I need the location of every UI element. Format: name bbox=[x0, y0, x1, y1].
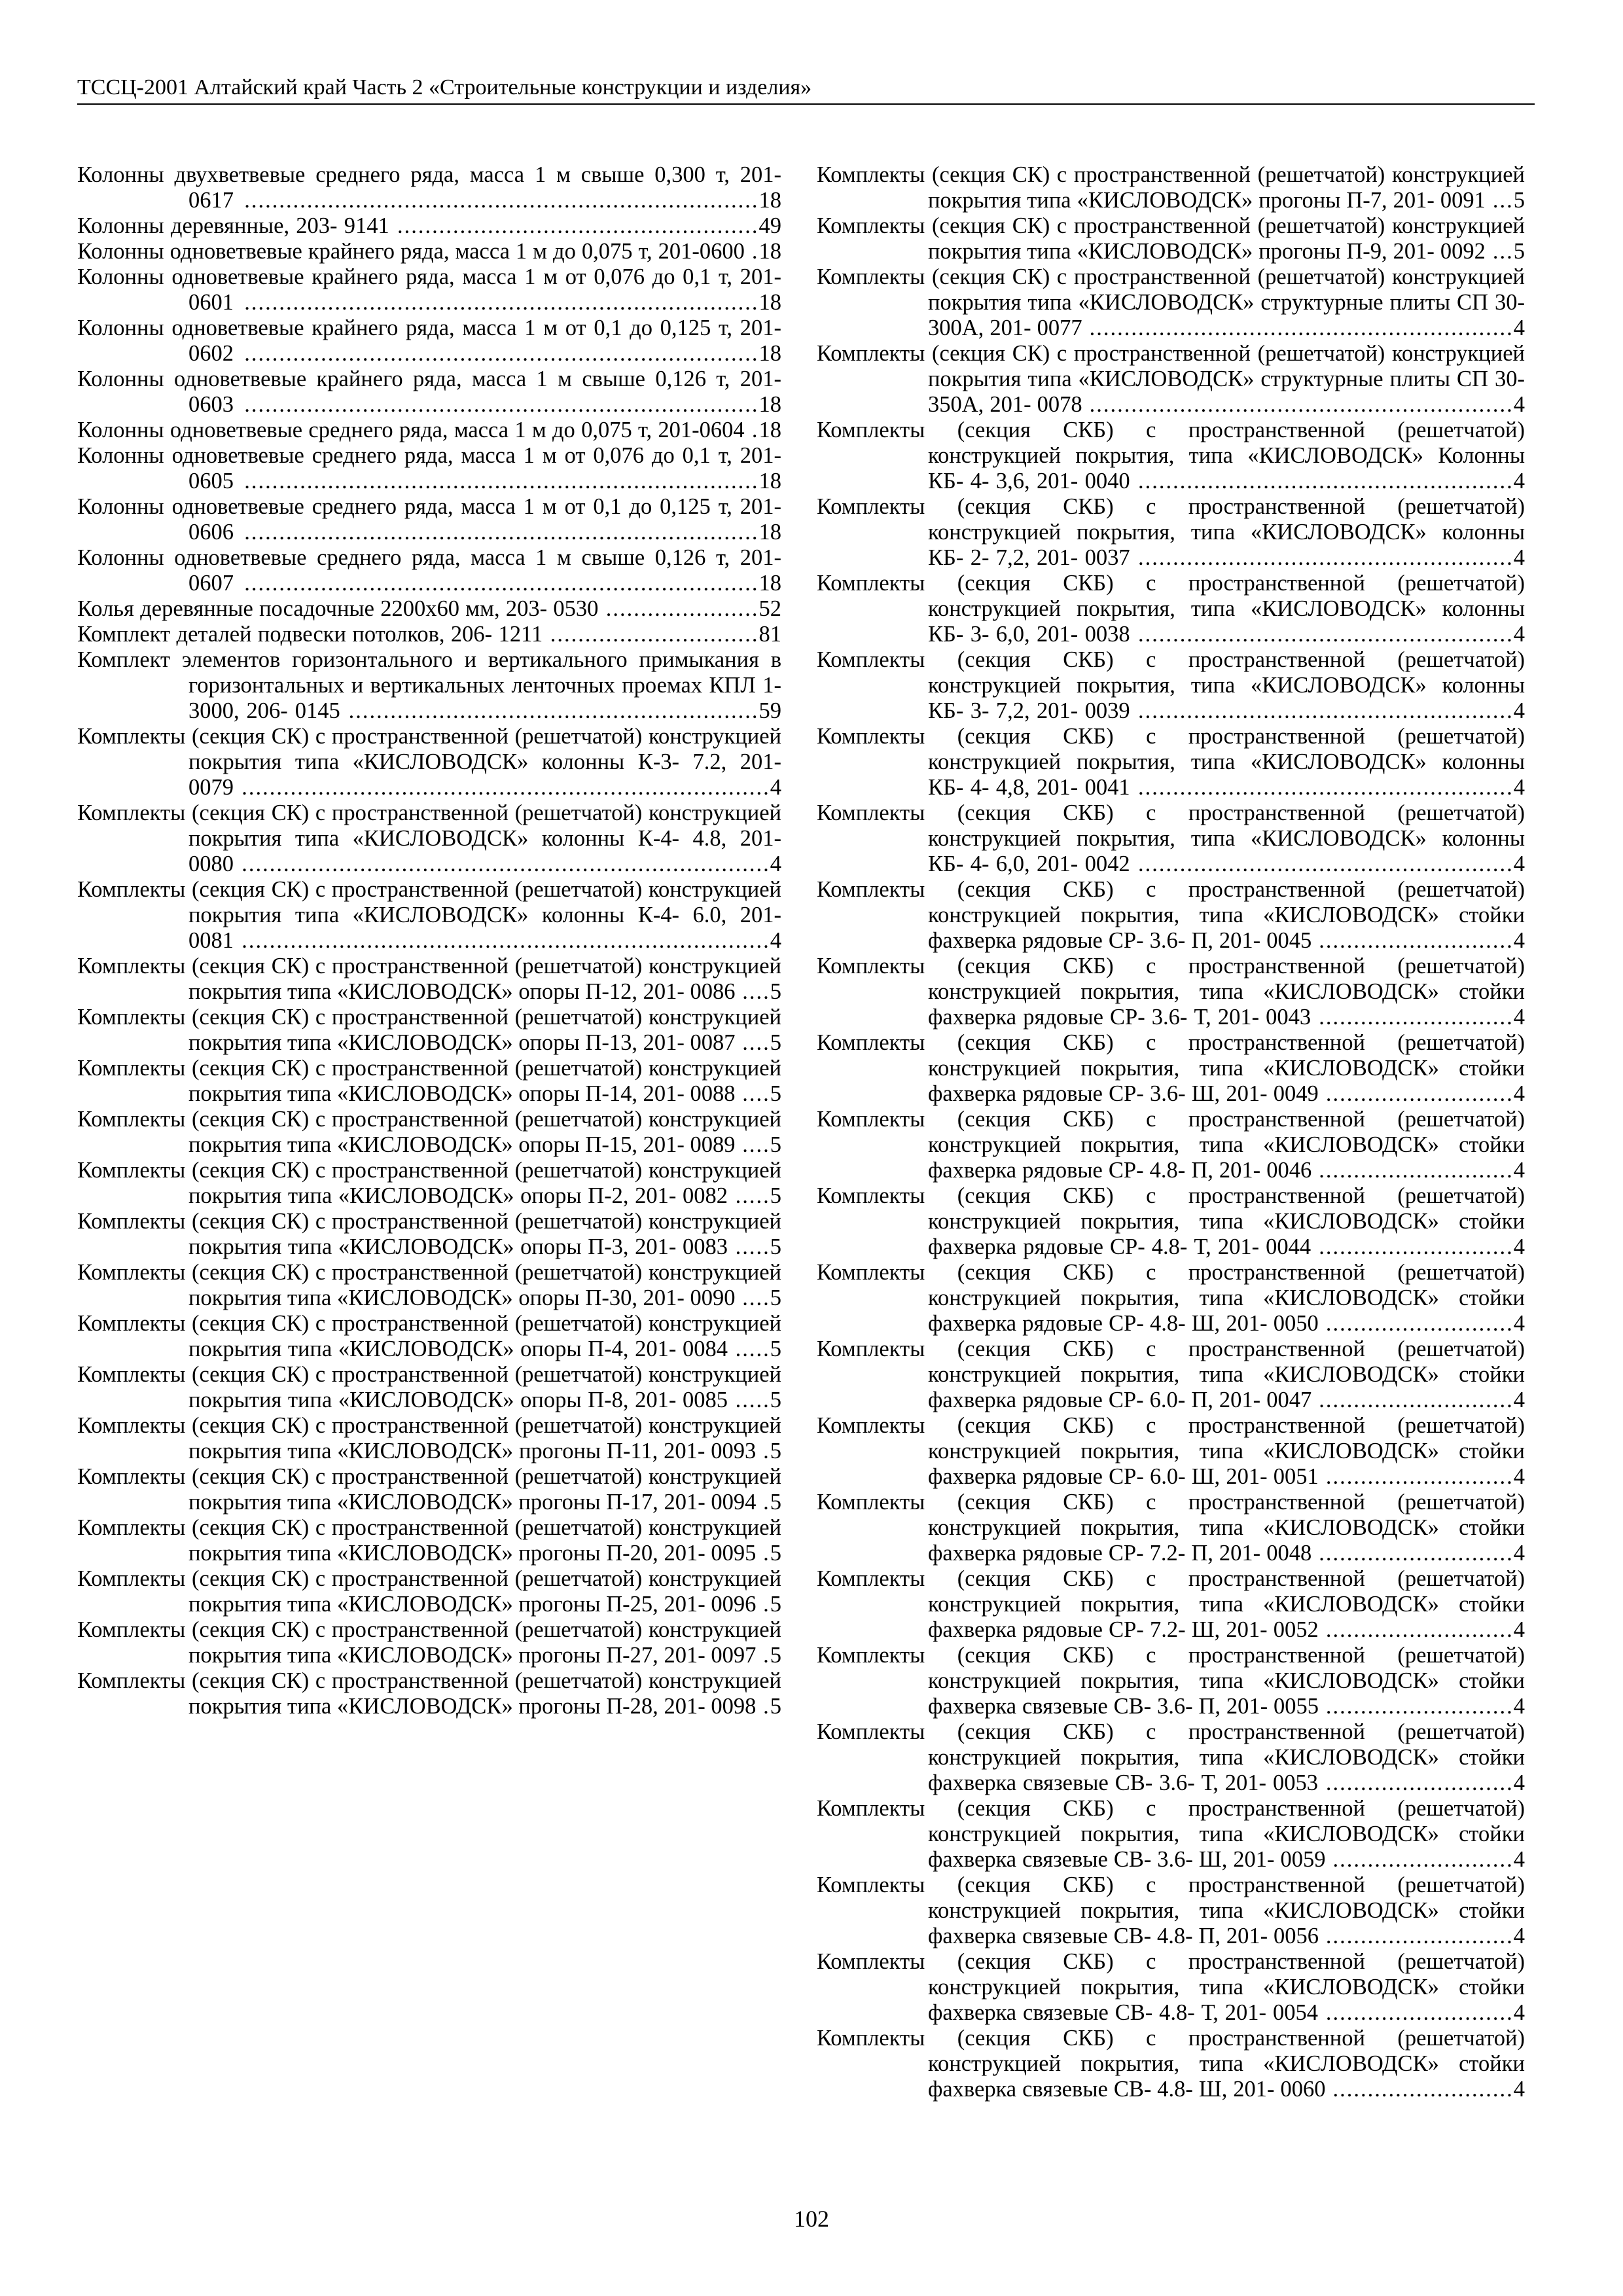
index-entry-page: 5 bbox=[1513, 239, 1525, 264]
index-entry-page: 4 bbox=[1513, 1464, 1525, 1489]
index-entry-page: 18 bbox=[758, 290, 781, 315]
index-entry-text: Комплекты (секция СКБ) с пространственной (решетчатой) конструкцией покрытия, типа «КИСЛОВОДСК» стойки фахверка рядовые СР- 3.6- П, 201- 0045 bbox=[817, 877, 1525, 953]
index-entry-page: 4 bbox=[1513, 315, 1525, 340]
index-entry-page: 4 bbox=[1513, 1770, 1525, 1795]
index-entry bbox=[817, 1260, 1525, 1336]
index-entry-text: Комплекты (секция СК) с пространственной (решетчатой) конструкцией покрытия типа «КИСЛОВОДСК» прогоны П-11, 201- 0093 bbox=[77, 1413, 781, 1463]
leader-dots: ...................................................... bbox=[1130, 469, 1514, 493]
index-entry bbox=[77, 1107, 781, 1158]
index-entry-page: 5 bbox=[770, 1234, 781, 1259]
index-entry-text: Комплекты (секция СК) с пространственной (решетчатой) конструкцией покрытия типа «КИСЛОВОДСК» опоры П-8, 201- 0085 bbox=[77, 1362, 781, 1412]
leader-dots: ..... bbox=[727, 1336, 770, 1361]
index-entry bbox=[77, 418, 781, 443]
index-entry-text: Комплекты (секция СКБ) с пространственной (решетчатой) конструкцией покрытия, типа «КИСЛОВОДСК» колонны КБ- 4- 6,0, 201- 0042 bbox=[817, 800, 1525, 876]
index-entry bbox=[77, 1158, 781, 1209]
index-entry bbox=[77, 1056, 781, 1107]
index-entry-page: 4 bbox=[1513, 1388, 1525, 1412]
index-entry-page: 5 bbox=[770, 1132, 781, 1157]
index-entry bbox=[77, 443, 781, 494]
leader-dots: ............................................................................ bbox=[234, 928, 770, 953]
index-entry bbox=[817, 1796, 1525, 1873]
index-entry bbox=[817, 954, 1525, 1030]
leader-dots: ...................... bbox=[598, 596, 759, 621]
leader-dots: ...................................................... bbox=[1130, 545, 1514, 570]
index-entry-text: Комплекты (секция СКБ) с пространственной (решетчатой) конструкцией покрытия, типа «КИСЛОВОДСК» стойки фахверка связевые СВ- 3.6- Ш, 201- 0059 bbox=[817, 1796, 1525, 1872]
index-entry bbox=[817, 2026, 1525, 2102]
index-entry bbox=[77, 1005, 781, 1056]
index-entry-page: 5 bbox=[770, 1183, 781, 1208]
index-entry-page: 4 bbox=[770, 852, 781, 876]
index-entry-page: 4 bbox=[1513, 1617, 1525, 1642]
index-entry bbox=[817, 341, 1525, 418]
index-entry-text: Колонны одноветвевые среднего ряда, масса 1 м до 0,075 т, 201-0604 bbox=[77, 418, 745, 442]
index-entry-text: Комплекты (секция СКБ) с пространственной (решетчатой) конструкцией покрытия, типа «КИСЛОВОДСК» стойки фахверка рядовые СР- 7.2- Ш, 201- 0052 bbox=[817, 1566, 1525, 1642]
index-entry bbox=[817, 1030, 1525, 1107]
leader-dots: .... bbox=[735, 979, 770, 1004]
index-entry-text: Комплекты (секция СК) с пространственной (решетчатой) конструкцией покрытия типа «КИСЛОВОДСК» колонны К-3- 7.2, 201- 0079 bbox=[77, 724, 781, 800]
index-entry bbox=[817, 571, 1525, 647]
index-entry-page: 4 bbox=[1513, 1234, 1525, 1259]
index-entry-page: 5 bbox=[770, 1439, 781, 1463]
leader-dots: . bbox=[756, 1490, 770, 1515]
index-entry bbox=[77, 213, 781, 239]
index-entry bbox=[817, 418, 1525, 494]
index-entry-page: 4 bbox=[1513, 1005, 1525, 1030]
index-entry-text: Комплекты (секция СКБ) с пространственной (решетчатой) конструкцией покрытия, типа «КИСЛОВОДСК» колонны КБ- 2- 7,2, 201- 0037 bbox=[817, 494, 1525, 570]
index-entry-page: 5 bbox=[770, 979, 781, 1004]
index-entry bbox=[77, 494, 781, 545]
index-entry-text: Комплекты (секция СКБ) с пространственной (решетчатой) конструкцией покрытия, типа «КИСЛОВОДСК» стойки фахверка связевые СВ- 4.8- Ш, 201- 0060 bbox=[817, 2026, 1525, 2102]
index-entry bbox=[817, 1719, 1525, 1796]
index-entry-text: Комплекты (секция СКБ) с пространственной (решетчатой) конструкцией покрытия, типа «КИСЛОВОДСК» стойки фахверка рядовые СР- 6.0- Ш, 201- 0051 bbox=[817, 1413, 1525, 1489]
index-entry-page: 18 bbox=[758, 239, 782, 264]
index-entry-page: 5 bbox=[770, 1030, 781, 1055]
index-entry-page: 52 bbox=[758, 596, 781, 621]
index-entry-text: Колья деревянные посадочные 2200х60 мм, 203- 0530 bbox=[77, 596, 599, 621]
leader-dots: . bbox=[756, 1439, 770, 1463]
index-entry-text: Комплекты (секция СКБ) с пространственной (решетчатой) конструкцией покрытия, типа «КИСЛОВОДСК» стойки фахверка рядовые СР- 4.8- П, 201- 0046 bbox=[817, 1107, 1525, 1183]
index-entry bbox=[817, 800, 1525, 877]
leader-dots: .... bbox=[735, 1030, 770, 1055]
index-entry-page: 18 bbox=[758, 469, 781, 493]
index-entry-text: Комплекты (секция СК) с пространственной (решетчатой) конструкцией покрытия типа «КИСЛОВОДСК» структурные плиты СП 30- 350А, 201- 0078 bbox=[817, 341, 1525, 417]
index-entry-page: 5 bbox=[770, 1694, 781, 1719]
index-entry bbox=[77, 800, 781, 877]
index-entry-page: 4 bbox=[1513, 1081, 1525, 1106]
leader-dots: .... bbox=[735, 1132, 770, 1157]
index-entry bbox=[77, 596, 781, 622]
index-entry-text: Комплект деталей подвески потолков, 206- 1211 bbox=[77, 622, 543, 647]
index-entry-text: Комплекты (секция СК) с пространственной (решетчатой) конструкцией покрытия типа «КИСЛОВОДСК» прогоны П-20, 201- 0095 bbox=[77, 1515, 781, 1566]
index-entry-page: 18 bbox=[758, 392, 781, 417]
index-entry bbox=[77, 545, 781, 596]
index-entry-text: Комплекты (секция СК) с пространственной (решетчатой) конструкцией покрытия типа «КИСЛОВОДСК» прогоны П-27, 201- 0097 bbox=[77, 1617, 781, 1668]
index-entry-page: 5 bbox=[770, 1490, 781, 1515]
index-entry-text: Колонны одноветвевые крайнего ряда, масса 1 м до 0,075 т, 201-0600 bbox=[77, 239, 745, 264]
index-entry bbox=[817, 1873, 1525, 1949]
leader-dots: ... bbox=[1485, 188, 1514, 213]
leader-dots: .... bbox=[735, 1285, 770, 1310]
index-entry-page: 5 bbox=[770, 1336, 781, 1361]
index-entry-text: Комплекты (секция СК) с пространственной (решетчатой) конструкцией покрытия типа «КИСЛОВОДСК» прогоны П-25, 201- 0096 bbox=[77, 1566, 781, 1617]
index-entry-text: Комплекты (секция СК) с пространственной (решетчатой) конструкцией покрытия типа «КИСЛОВОДСК» опоры П-4, 201- 0084 bbox=[77, 1311, 781, 1361]
index-entry-text: Комплекты (секция СК) с пространственной (решетчатой) конструкцией покрытия типа «КИСЛОВОДСК» прогоны П-28, 201- 0098 bbox=[77, 1668, 781, 1719]
index-entry bbox=[77, 239, 781, 264]
index-entry-page: 5 bbox=[770, 1081, 781, 1106]
index-entry bbox=[817, 264, 1525, 341]
leader-dots: ........................... bbox=[1317, 1770, 1514, 1795]
leader-dots: ...................................................... bbox=[1130, 852, 1514, 876]
index-entry-text: Комплекты (секция СКБ) с пространственной (решетчатой) конструкцией покрытия, типа «КИСЛОВОДСК» Колонны КБ- 4- 3,6, 201- 0040 bbox=[817, 418, 1525, 493]
leader-dots: ............................ bbox=[1311, 1541, 1514, 1566]
index-entry-page: 4 bbox=[1513, 545, 1525, 570]
index-entry-text: Колонны одноветвевые крайнего ряда, масса 1 м от 0,1 до 0,125 т, 201- 0602 bbox=[77, 315, 781, 366]
index-entry-text: Комплекты (секция СКБ) с пространственной (решетчатой) конструкцией покрытия, типа «КИСЛОВОДСК» стойки фахверка связевые СВ- 4.8- П, 201- 0056 bbox=[817, 1873, 1525, 1948]
index-entry bbox=[817, 162, 1525, 213]
index-entry bbox=[77, 954, 781, 1005]
index-entry-text: Комплекты (секция СК) с пространственной (решетчатой) конструкцией покрытия типа «КИСЛОВОДСК» опоры П-14, 201- 0088 bbox=[77, 1056, 781, 1106]
index-entry bbox=[817, 1107, 1525, 1183]
leader-dots: ... bbox=[1485, 239, 1514, 264]
leader-dots: ........................................................... bbox=[340, 698, 759, 723]
index-entry-text: Комплект элементов горизонтального и вертикального примыкания в горизонтальных и вертикальных ленточных проемах КПЛ 1- 3000, 206- 0145 bbox=[77, 647, 781, 723]
index-entry-page: 4 bbox=[1513, 1847, 1525, 1872]
leader-dots: ............................ bbox=[1311, 1158, 1514, 1183]
index-entry-text: Комплекты (секция СКБ) с пространственной (решетчатой) конструкцией покрытия, типа «КИСЛОВОДСК» стойки фахверка связевые СВ- 4.8- Т, 201- 0054 bbox=[817, 1949, 1525, 2025]
index-entry-page: 4 bbox=[1513, 1924, 1525, 1948]
index-entry-text: Колонны двухветвевые среднего ряда, масса 1 м свыше 0,300 т, 201- 0617 bbox=[77, 162, 781, 213]
index-entry bbox=[77, 877, 781, 954]
leader-dots: .......................... bbox=[1325, 2077, 1514, 2102]
leader-dots: .................................................... bbox=[389, 213, 759, 238]
index-entry-page: 5 bbox=[1513, 188, 1525, 213]
index-entry bbox=[77, 622, 781, 647]
index-entry-page: 4 bbox=[1513, 1158, 1525, 1183]
index-entry bbox=[817, 647, 1525, 724]
leader-dots: ..... bbox=[727, 1388, 770, 1412]
leader-dots: ............................................................. bbox=[1082, 392, 1514, 417]
index-entry-text: Колонны одноветвевые среднего ряда, масса 1 м от 0,076 до 0,1 т, 201- 0605 bbox=[77, 443, 781, 493]
index-entry bbox=[77, 367, 781, 418]
index-entry bbox=[77, 1566, 781, 1617]
leader-dots: . bbox=[756, 1694, 770, 1719]
leader-dots: ........................... bbox=[1317, 2000, 1514, 2025]
index-entry-page: 4 bbox=[1513, 775, 1525, 800]
index-entry bbox=[77, 1515, 781, 1566]
index-entry bbox=[77, 1413, 781, 1464]
leader-dots: .......................................................................... bbox=[234, 520, 759, 545]
leader-dots: ........................... bbox=[1318, 1081, 1514, 1106]
index-entry-page: 49 bbox=[758, 213, 781, 238]
leader-dots: . bbox=[744, 239, 759, 264]
index-entry-text: Комплекты (секция СКБ) с пространственной (решетчатой) конструкцией покрытия, типа «КИСЛОВОДСК» колонны КБ- 3- 6,0, 201- 0038 bbox=[817, 571, 1525, 647]
index-entry-page: 4 bbox=[1513, 2077, 1525, 2102]
index-entry bbox=[77, 1209, 781, 1260]
index-entry-page: 4 bbox=[770, 775, 781, 800]
leader-dots: ..... bbox=[727, 1183, 770, 1208]
leader-dots: ........................... bbox=[1318, 1311, 1514, 1336]
index-entry-text: Комплекты (секция СКБ) с пространственной (решетчатой) конструкцией покрытия, типа «КИСЛОВОДСК» стойки фахверка рядовые СР- 4.8- Т, 201- 0044 bbox=[817, 1183, 1525, 1259]
index-entry-text: Комплекты (секция СК) с пространственной (решетчатой) конструкцией покрытия типа «КИСЛОВОДСК» прогоны П-9, 201- 0092 bbox=[817, 213, 1525, 264]
index-entry bbox=[817, 877, 1525, 954]
leader-dots: ............................................................................ bbox=[234, 852, 770, 876]
index-entry-text: Комплекты (секция СК) с пространственной (решетчатой) конструкцией покрытия типа «КИСЛОВОДСК» опоры П-30, 201- 0090 bbox=[77, 1260, 781, 1310]
index-entry-text: Комплекты (секция СК) с пространственной (решетчатой) конструкцией покрытия типа «КИСЛОВОДСК» структурные плиты СП 30- 300А, 201- 0077 bbox=[817, 264, 1525, 340]
leader-dots: ............................................................................ bbox=[234, 775, 770, 800]
index-entry-text: Комплекты (секция СКБ) с пространственной (решетчатой) конструкцией покрытия, типа «КИСЛОВОДСК» стойки фахверка рядовые СР- 7.2- П, 201- 0048 bbox=[817, 1490, 1525, 1566]
running-header: ТССЦ-2001 Алтайский край Часть 2 «Строительные конструкции и изделия» bbox=[77, 73, 1535, 105]
leader-dots: ...................................................... bbox=[1130, 775, 1514, 800]
index-entry-text: Комплекты (секция СК) с пространственной (решетчатой) конструкцией покрытия типа «КИСЛОВОДСК» прогоны П-17, 201- 0094 bbox=[77, 1464, 781, 1515]
index-entry bbox=[77, 1311, 781, 1362]
leader-dots: ........................... bbox=[1318, 1464, 1514, 1489]
index-entry-text: Комплекты (секция СКБ) с пространственной (решетчатой) конструкцией покрытия, типа «КИСЛОВОДСК» колонны КБ- 3- 7,2, 201- 0039 bbox=[817, 647, 1525, 723]
leader-dots: .... bbox=[735, 1081, 770, 1106]
index-entry-text: Комплекты (секция СК) с пространственной (решетчатой) конструкцией покрытия типа «КИСЛОВОДСК» опоры П-3, 201- 0083 bbox=[77, 1209, 781, 1259]
index-entry bbox=[77, 315, 781, 367]
index-entry-text: Комплекты (секция СК) с пространственной (решетчатой) конструкцией покрытия типа «КИСЛОВОДСК» опоры П-12, 201- 0086 bbox=[77, 954, 781, 1004]
index-entry bbox=[817, 1183, 1525, 1260]
index-entry bbox=[77, 162, 781, 213]
index-entry-page: 4 bbox=[1513, 1311, 1525, 1336]
index-entry-text: Комплекты (секция СКБ) с пространственной (решетчатой) конструкцией покрытия, типа «КИСЛОВОДСК» колонны КБ- 4- 4,8, 201- 0041 bbox=[817, 724, 1525, 800]
leader-dots: .......................................................................... bbox=[234, 392, 759, 417]
index-entry-text: Комплекты (секция СК) с пространственной (решетчатой) конструкцией покрытия типа «КИСЛОВОДСК» прогоны П-7, 201- 0091 bbox=[817, 162, 1525, 213]
index-entry bbox=[77, 1668, 781, 1719]
index-entry-text: Комплекты (секция СК) с пространственной (решетчатой) конструкцией покрытия типа «КИСЛОВОДСК» опоры П-2, 201- 0082 bbox=[77, 1158, 781, 1208]
index-entry bbox=[77, 264, 781, 315]
index-entry-text: Комплекты (секция СКБ) с пространственной (решетчатой) конструкцией покрытия, типа «КИСЛОВОДСК» стойки фахверка рядовые СР- 6.0- П, 201- 0047 bbox=[817, 1336, 1525, 1412]
index-entry-text: Колонны деревянные, 203- 9141 bbox=[77, 213, 389, 238]
index-entry bbox=[817, 1949, 1525, 2026]
leader-dots: ...................................................... bbox=[1130, 622, 1514, 647]
index-entry bbox=[817, 1336, 1525, 1413]
index-column-right bbox=[817, 162, 1525, 2102]
index-entry-page: 5 bbox=[770, 1541, 781, 1566]
index-entry bbox=[77, 1362, 781, 1413]
index-entry bbox=[77, 724, 781, 800]
leader-dots: . bbox=[744, 418, 759, 442]
index-entry-page: 4 bbox=[1513, 392, 1525, 417]
index-entry-text: Колонны одноветвевые среднего ряда, масса 1 м свыше 0,126 т, 201- 0607 bbox=[77, 545, 781, 596]
index-entry-page: 5 bbox=[770, 1643, 781, 1668]
index-entry bbox=[817, 1566, 1525, 1643]
index-entry-page: 4 bbox=[1513, 1694, 1525, 1719]
leader-dots: ........................... bbox=[1319, 1924, 1514, 1948]
index-entry-text: Колонны одноветвевые крайнего ряда, масса 1 м свыше 0,126 т, 201- 0603 bbox=[77, 367, 781, 417]
index-entry-page: 18 bbox=[758, 188, 781, 213]
index-entry-text: Комплекты (секция СКБ) с пространственной (решетчатой) конструкцией покрытия, типа «КИСЛОВОДСК» стойки фахверка рядовые СР- 4.8- Ш, 201- 0050 bbox=[817, 1260, 1525, 1336]
index-entry-page: 4 bbox=[770, 928, 781, 953]
leader-dots: ............................ bbox=[1311, 928, 1514, 953]
leader-dots: .......................................................................... bbox=[234, 188, 759, 213]
index-entry-text: Колонны одноветвевые крайнего ряда, масса 1 м от 0,076 до 0,1 т, 201- 0601 bbox=[77, 264, 781, 315]
index-entry-text: Комплекты (секция СК) с пространственной (решетчатой) конструкцией покрытия типа «КИСЛОВОДСК» колонны К-4- 6.0, 201- 0081 bbox=[77, 877, 781, 953]
index-entry bbox=[817, 494, 1525, 571]
leader-dots: .......................................................................... bbox=[234, 469, 759, 493]
leader-dots: ............................ bbox=[1311, 1005, 1514, 1030]
leader-dots: ........................... bbox=[1319, 1694, 1514, 1719]
index-entry bbox=[77, 1617, 781, 1668]
leader-dots: . bbox=[756, 1541, 770, 1566]
index-entry-text: Комплекты (секция СКБ) с пространственной (решетчатой) конструкцией покрытия, типа «КИСЛОВОДСК» стойки фахверка рядовые СР- 3.6- Т, 201- 0043 bbox=[817, 954, 1525, 1030]
index-entry-text: Комплекты (секция СК) с пространственной (решетчатой) конструкцией покрытия типа «КИСЛОВОДСК» опоры П-15, 201- 0089 bbox=[77, 1107, 781, 1157]
leader-dots: ..... bbox=[727, 1234, 770, 1259]
index-entry bbox=[77, 1260, 781, 1311]
index-entry-text: Колонны одноветвевые среднего ряда, масса 1 м от 0,1 до 0,125 т, 201- 0606 bbox=[77, 494, 781, 545]
leader-dots: ............................ bbox=[1311, 1234, 1514, 1259]
index-entry-page: 18 bbox=[758, 520, 781, 545]
leader-dots: .......................................................................... bbox=[234, 290, 759, 315]
index-entry-page: 4 bbox=[1513, 622, 1525, 647]
leader-dots: .......................................................................... bbox=[234, 341, 759, 366]
page-number: 102 bbox=[794, 2206, 829, 2232]
index-entry-page: 4 bbox=[1513, 1541, 1525, 1566]
index-entry-page: 4 bbox=[1513, 698, 1525, 723]
index-entry-text: Комплекты (секция СКБ) с пространственной (решетчатой) конструкцией покрытия, типа «КИСЛОВОДСК» стойки фахверка связевые СВ- 3.6- П, 201- 0055 bbox=[817, 1643, 1525, 1719]
index-entry bbox=[817, 213, 1525, 264]
index-entry-page: 18 bbox=[758, 418, 782, 442]
index-entry bbox=[817, 1413, 1525, 1490]
index-entry-page: 18 bbox=[758, 571, 781, 596]
index-entry-text: Комплекты (секция СКБ) с пространственной (решетчатой) конструкцией покрытия, типа «КИСЛОВОДСК» стойки фахверка связевые СВ- 3.6- Т, 201- 0053 bbox=[817, 1719, 1525, 1795]
index-entry-text: Комплекты (секция СКБ) с пространственной (решетчатой) конструкцией покрытия, типа «КИСЛОВОДСК» стойки фахверка рядовые СР- 3.6- Ш, 201- 0049 bbox=[817, 1030, 1525, 1106]
index-entry bbox=[817, 1490, 1525, 1566]
index-entry bbox=[77, 647, 781, 724]
leader-dots: . bbox=[756, 1643, 770, 1668]
index-entry-text: Комплекты (секция СК) с пространственной (решетчатой) конструкцией покрытия типа «КИСЛОВОДСК» опоры П-13, 201- 0087 bbox=[77, 1005, 781, 1055]
index-entry-page: 5 bbox=[770, 1592, 781, 1617]
leader-dots: ........................... bbox=[1318, 1617, 1514, 1642]
leader-dots: .............................. bbox=[543, 622, 759, 647]
index-entry-text: Комплекты (секция СК) с пространственной (решетчатой) конструкцией покрытия типа «КИСЛОВОДСК» колонны К-4- 4.8, 201- 0080 bbox=[77, 800, 781, 876]
leader-dots: ............................ bbox=[1311, 1388, 1514, 1412]
leader-dots: .......................................................................... bbox=[234, 571, 759, 596]
leader-dots: ............................................................. bbox=[1082, 315, 1514, 340]
index-entry-page: 4 bbox=[1513, 469, 1525, 493]
index-entry-page: 5 bbox=[770, 1285, 781, 1310]
index-entry-page: 4 bbox=[1513, 928, 1525, 953]
index-entry-page: 59 bbox=[758, 698, 781, 723]
leader-dots: ...................................................... bbox=[1130, 698, 1514, 723]
index-column-left bbox=[77, 162, 781, 1719]
index-entry-page: 81 bbox=[758, 622, 781, 647]
index-entry bbox=[77, 1464, 781, 1515]
leader-dots: .......................... bbox=[1325, 1847, 1514, 1872]
index-entry bbox=[817, 724, 1525, 800]
index-entry-page: 5 bbox=[770, 1388, 781, 1412]
leader-dots: . bbox=[756, 1592, 770, 1617]
index-entry-page: 4 bbox=[1513, 852, 1525, 876]
index-entry-page: 4 bbox=[1513, 2000, 1525, 2025]
index-entry bbox=[817, 1643, 1525, 1719]
index-entry-page: 18 bbox=[758, 341, 781, 366]
